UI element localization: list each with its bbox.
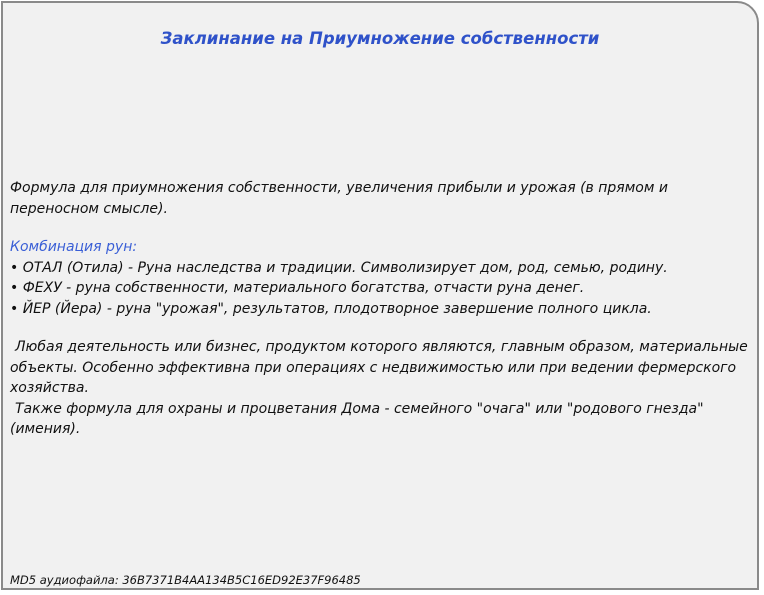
spacer xyxy=(10,219,749,237)
home-paragraph xyxy=(10,399,749,440)
usage-paragraph xyxy=(10,337,749,399)
usage-text: Любая деятельность или бизнес, продуктом которого являются, главным образом, материальные объекты. Особенно эффективна при операциях с недвижимостью или при ведении фермерского хозяйства. xyxy=(10,339,748,396)
rune-item-fehu: • ФЕХУ - руна собственности, материального богатства, отчасти руна денег. xyxy=(10,280,585,296)
intro-text: Формула для приумножения собственности, увеличения прибыли и урожая (в прямом и переносном смысле). xyxy=(10,180,668,217)
home-text: Также формула для охраны и процветания Дома - семейного "очага" или "родового гнезда" (имения). xyxy=(10,400,704,437)
audio-md5: MD5 аудиофайла: 36B7371B4AA134B5C16ED92E37F96485 xyxy=(10,573,361,587)
page-title: Заклинание на Приумножение собственности xyxy=(160,29,600,48)
spacer xyxy=(10,319,749,337)
spell-description xyxy=(10,178,749,440)
runes-heading: Комбинация рун: xyxy=(10,239,138,255)
rune-item-yer: • ЙЕР (Йера) - руна "урожая", результатов, плодотворное завершение полного цикла. xyxy=(10,300,652,317)
spell-card xyxy=(1,1,759,590)
rune-item-otal: • ОТАЛ (Отила) - Руна наследства и традиции. Символизирует дом, род, семью, родину. xyxy=(10,259,668,276)
